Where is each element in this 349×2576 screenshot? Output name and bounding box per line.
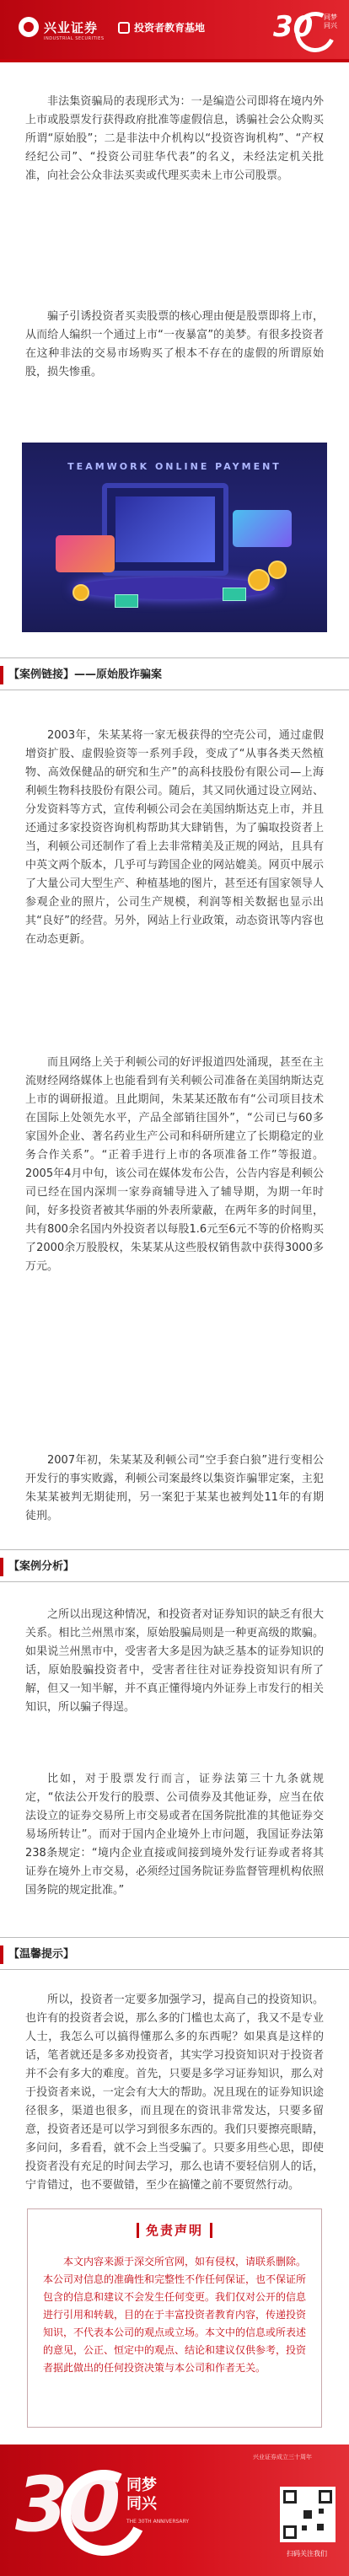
logo-mark-icon <box>19 17 39 37</box>
anniversary-text: 同梦 同兴 <box>324 13 337 30</box>
footer-tagline: 同梦 同兴 <box>126 2477 157 2513</box>
case-paragraph-2: 而且网络上关于利顿公司的好评报道四处涌现，甚至在主流财经网络媒体上也能看到有关利顿公司准备在美国纳斯达克上市的调研报道。且此期间，朱某某还散布有“公司项目技术在国际上处领先水平，产品全部销往国外”，“公司已与60多家国外企业、著名药业生产公司和科研所建立了长期稳定的业务合作关系”。“正着手进行上市的各项准备工作”等报道。2005年4月中旬，该公司在媒体发布公告，公告内容是利顿公司已经在国内深圳一家券商辅导进入了辅导期，为期一年时间，好多投资者被其华丽的外表所蒙蔽，在两年多的时间里，共有800余名国内外投资者以每股1.6元至6元不等的价格购买了2000余万股股权，朱某某从这些股权销售款中获得3000多万元。 <box>25 1056 324 1273</box>
analysis-paragraph-2: 比如，对于股票发行而言，证券法第三十九条就规定，“依法公开发行的股票、公司债券及其他证券，应当在依法设立的证券交易所上市交易或者在国务院批准的其他证券交易场所转让”。而对于国内企业境外上市问题，我国证券法第238条规定：“境内企业直接或间接到境外发行证券或者将其证券在境外上市交易，必须经过国务院证券监督管理机构依照国务院的规定批准。” <box>25 1773 324 1897</box>
section-marker <box>0 1945 3 1964</box>
coin-icon <box>72 584 89 601</box>
case-link-section-header <box>0 666 349 684</box>
header-divider <box>0 59 349 62</box>
case-paragraph-3: 2007年初，朱某某及利顿公司“空手套白狼”进行变相公开发行的事实败露，利顿公司案最终以集资诈骗罪定案，主犯朱某某被判无期徒刑，另一案犯于某某也被判处11年的有期徒刑。 <box>25 1454 324 1522</box>
disclaimer-title: 免责声明 <box>145 2223 203 2238</box>
bank-card-icon <box>233 510 292 547</box>
section-divider <box>0 1937 349 1938</box>
intro-paragraph-2: 骗子引诱投资者买卖股票的核心理由便是股票即将上市，从而给人编织一个通过上市“一夜暴富”的美梦。有很多投资者在这种非法的交易市场购买了根本不存在的虚假的所谓原始股，损失惨重。 <box>25 310 324 378</box>
monitor-screen-graphic <box>115 496 215 562</box>
tip-paragraph: 所以，投资者一定要多加强学习，提高自己的投资知识。也许有的投资者会说，那么多的门槛也太高了，我又不是专业人士，我怎么可以搞得懂那么多的东西呢？如果真是这样的话，笔者就还是多多劝投资者，其实学习投资知识对于投资者并不会有多大的难度。首先，只要是多学习证券知识，那么对于投资者来说，一定会有大大的帮助。况且现在的证券知识途径很多，渠道也很多，而且现在的资讯非常发达，只要多留意，投资者还是可以学习到很多东西的。我们只要擦亮眼睛，多问问，多看看，就不会上当受骗了。只要多用些心思，即使投资者没有充足的时间去学习，那么也请不要轻信别人的话，宁肯错过，也不要做错，至少在搞懂之前不要贸然行动。 <box>25 1994 324 2192</box>
disclaimer-marker <box>210 2223 212 2238</box>
coin-icon <box>268 561 287 579</box>
company-logo <box>19 17 98 37</box>
section-divider <box>0 1969 349 1970</box>
qr-code-icon[interactable] <box>280 2487 336 2542</box>
anniversary-badge <box>268 5 344 54</box>
analysis-paragraph-1: 之所以出现这种情况，和投资者对证券知识的缺乏有很大关系。相比兰州黑市案，原始股骗局则是一种更高级的欺骗。如果说兰州黑市中，受害者大多是因为缺乏基本的证券知识的话，原始股骗投资者中，受害者往往对证券投资知识有所了解，但又一知半解，并不真正懂得境内外证券上市发行的相关知识，所以骗子得逞。 <box>25 1608 324 1714</box>
warm-tip-title: 【温馨提示】 <box>8 1948 75 1961</box>
logo-subtext: INDUSTRIAL SECURITIES <box>44 36 105 41</box>
section-divider <box>0 657 349 658</box>
intro-paragraph-1: 非法集资骗局的表现形式为：一是编造公司即将在境内外上市或股票发行获得政府批准等虚假信息，诱骗社会公众购买所谓“原始股”；二是非法中介机构以“投资咨询机构”、“产权经纪公司”、“投资公司驻华代表”的名义，未经法定机关批准，向社会公众非法买卖或代理买卖未上市公司股票。 <box>25 95 324 182</box>
section-marker <box>0 1558 3 1576</box>
case-link-title: 【案例链接】——原始股诈骗案 <box>8 668 163 681</box>
monitor-graphic <box>102 483 228 576</box>
disclaimer-box <box>27 2208 322 2428</box>
footer-tagline-en: THE 30TH ANNIVERSARY <box>126 2519 189 2525</box>
online-payment-illustration <box>22 443 327 632</box>
credit-card-icon <box>56 535 115 572</box>
case-paragraph-1: 2003年，朱某某将一家无极获得的空壳公司，通过虚假增资扩股、虚假验资等一系列手段，变成了“从事各类天然植物、高效保健品的研究和生产”的高科技股份有限公司—上海利顿生物科技股份有限公司。随后，其又同伙通过设立网站、分发资料等方式，宣传利顿公司会在美国纳斯达克上市，并且还通过多家投资咨询机构帮助其大肆销售，为了骗取投资者上当，利顿公司还制作了看上去非常精美及正规的网站，且具有中英文两个版本，几乎可与跨国企业的网站媲美。网页中展示了大量公司大型生产、种植基地的图片，甚至还有国家领导人参观企业的照片，公司生产规模，利润等相关数据也显示出其“良好”的经营。另外，网站上行业政策，动态资讯等内容也在动态更新。 <box>25 729 324 946</box>
section-divider <box>0 1581 349 1582</box>
banknote-icon <box>223 588 246 601</box>
top-banner <box>0 0 349 59</box>
footer-caption: 兴业证券成立三十周年 <box>253 2454 312 2461</box>
banknote-icon <box>115 594 138 608</box>
coin-icon <box>248 569 270 591</box>
anniversary-number: 30 <box>273 10 314 44</box>
case-analysis-section-header <box>0 1558 349 1576</box>
footer-banner <box>0 2445 349 2576</box>
footer-anniversary-number: 30 <box>15 2461 121 2549</box>
warm-tip-section-header <box>0 1945 349 1964</box>
section-marker <box>0 666 3 684</box>
logo-text: 兴业证券 <box>44 19 99 35</box>
case-analysis-title: 【案例分析】 <box>8 1560 75 1573</box>
edu-text: 投资者教育基地 <box>134 22 206 34</box>
disclaimer-header <box>28 2221 321 2239</box>
disclaimer-marker <box>137 2223 139 2238</box>
investor-education-base <box>118 20 205 35</box>
education-base-icon <box>118 22 130 34</box>
section-divider <box>0 1549 349 1550</box>
disclaimer-text: 本文内容来源于深交所官网，如有侵权，请联系删除。本公司对信息的准确性和完整性不作任何保证，也不保证所包含的信息和建议不会发生任何变更。我们仅对公开的信息进行引用和转载，目的在于丰富投资者教育内容，传递投资知识，不代表本公司的观点或立场。本文中的信息或所表述的意见，公正、恒定中的观点、结论和建议仅供参考，投资者据此做出的任何投资决策与本公司和作者无关。 <box>43 2256 307 2374</box>
qr-code-label: 扫码关注我们 <box>287 2550 327 2557</box>
illustration-caption: TEAMWORK ONLINE PAYMENT <box>67 461 282 472</box>
